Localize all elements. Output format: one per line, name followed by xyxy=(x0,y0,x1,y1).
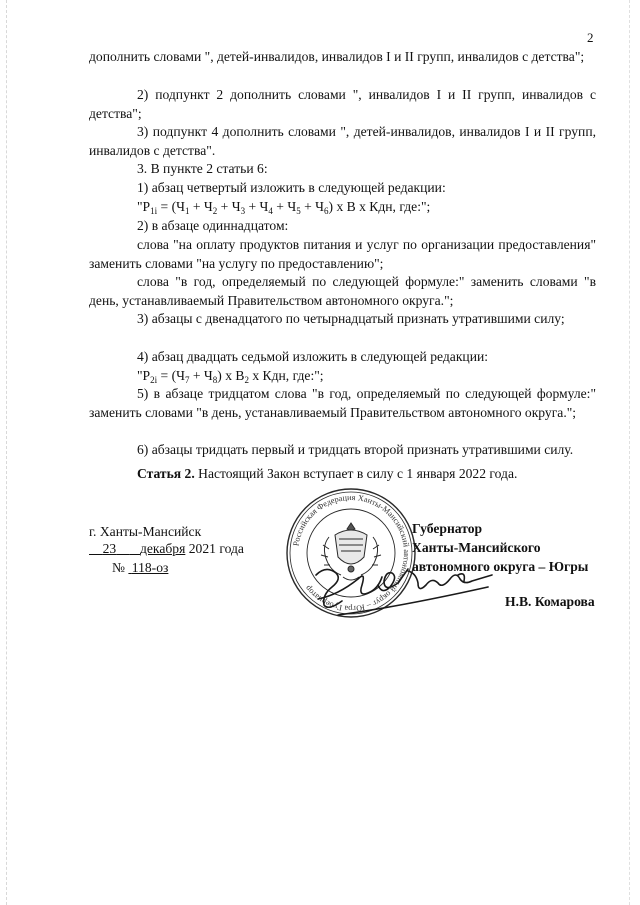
paragraph-11: 5) в абзаце тридцатом слова "в год, определяемый по следующей формуле:" заменить словами "в день, устанавливаемый Правительством автономного округа."; xyxy=(89,386,596,420)
date-year: 2021 года xyxy=(188,541,244,556)
formula-1: "$Р_{1i} = (Ч_1 + Ч_2 + Ч_3 + Ч_4 + Ч_5 + Ч_6)$ х В х Кдн, где:"; xyxy=(137,199,431,216)
paragraph-4: 3. В пункте 2 статьи 6: xyxy=(137,161,268,176)
article-2-label: Статья 2. xyxy=(137,466,195,481)
governor-title: Губернатор xyxy=(412,521,483,536)
governor-region-line2: автономного округа – Югры xyxy=(412,559,589,574)
scan-right-edge xyxy=(629,0,632,905)
paragraph-7: слова "на оплату продуктов питания и услуг по организации предоставления" заменить словами "на услугу по предоставлению"; xyxy=(89,237,596,271)
date-month: декабря xyxy=(139,541,186,556)
scan-left-edge xyxy=(6,0,9,905)
article-2 xyxy=(137,465,517,483)
governor-region-line1: Ханты-Мансийского xyxy=(412,540,541,555)
paragraph-8: слова "в год, определяемый по следующей формуле:" заменить словами "в день, устанавливаемый Правительством автономного округа."; xyxy=(89,274,596,308)
signing-date xyxy=(89,541,244,557)
city-name: г. Ханты-Мансийск xyxy=(89,524,202,539)
signer-name: Н.В. Комарова xyxy=(505,594,595,609)
paragraph-6: 2) в абзаце одиннадцатом: xyxy=(137,218,289,233)
paragraph-1: дополнить словами ", детей-инвалидов, инвалидов I и II групп, инвалидов с детства"; xyxy=(89,49,585,64)
page-number: 2 xyxy=(587,30,594,45)
paragraph-10: 4) абзац двадцать седьмой изложить в следующей редакции: xyxy=(137,349,489,364)
paragraph-12: 6) абзацы тридцать первый и тридцать второй признать утратившими силу. xyxy=(137,442,574,457)
paragraph-3: 3) подпункт 4 дополнить словами ", детей-инвалидов, инвалидов I и II групп, инвалидов с детства". xyxy=(89,124,596,158)
article-2-text: Настоящий Закон вступает в силу с 1 января 2022 года. xyxy=(194,466,518,481)
paragraph-9: 3) абзацы с двенадцатого по четырнадцатый признать утратившими силу; xyxy=(137,311,565,326)
paragraph-5: 1) абзац четвертый изложить в следующей редакции: xyxy=(137,180,446,195)
formula-2: "$Р_{2i} = (Ч_7 + Ч_8)$ х $В_2$ х Кдн, где:"; xyxy=(137,368,324,385)
law-number-value: 118-оз xyxy=(131,560,169,575)
paragraph-2: 2) подпункт 2 дополнить словами ", инвалидов I и II групп, инвалидов с детства"; xyxy=(89,87,596,121)
date-day: 23 xyxy=(102,541,117,556)
seal-ring-text: Российская Федерация Ханты-Мансийский автономный округ – Югра Губернатор xyxy=(291,492,412,614)
law-number: № 118-оз xyxy=(112,560,169,575)
